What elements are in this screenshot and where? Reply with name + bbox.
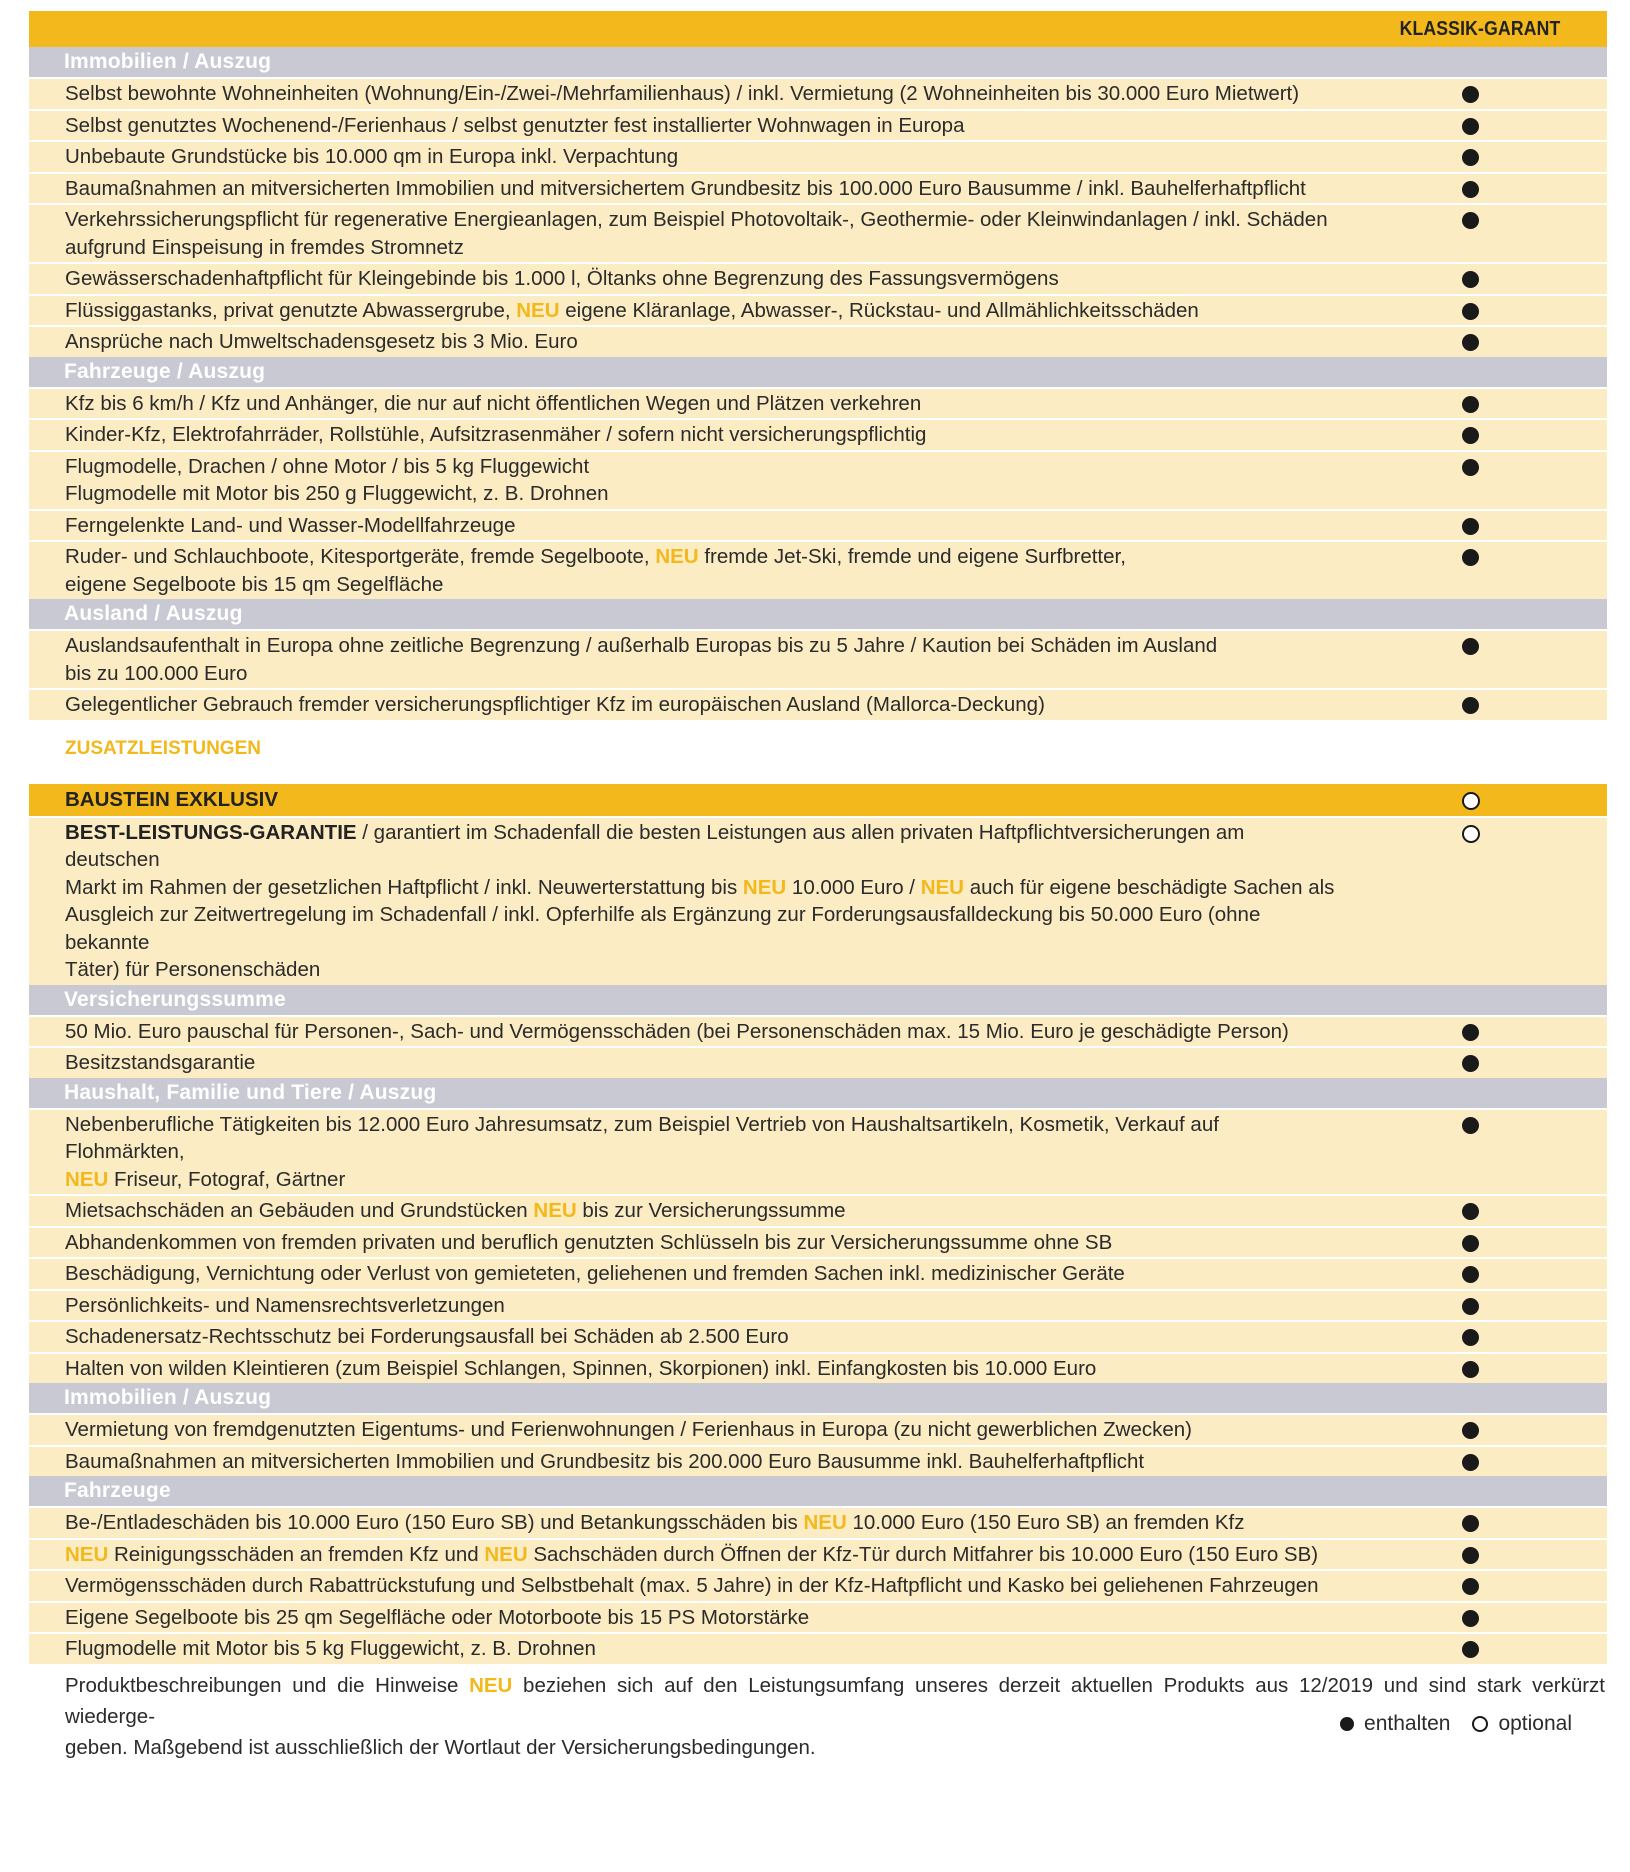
row-text xyxy=(29,205,1335,262)
row-text xyxy=(29,631,1335,688)
table-row xyxy=(29,509,1607,541)
spacer xyxy=(29,760,1607,784)
row-text xyxy=(29,1508,1335,1538)
row-segment: 50 Mio. Euro pauschal für Personen-, Sach- und Vermögensschäden (bei Personenschäden max. 15 Mio. Euro je geschädigte Person) xyxy=(65,1019,1289,1043)
table-row xyxy=(29,1538,1607,1570)
neu-badge: NEU xyxy=(920,875,964,899)
row-segment: 10.000 Euro (150 Euro SB) an fremden Kfz xyxy=(846,1511,1245,1534)
table-row xyxy=(29,1601,1607,1633)
row-segment: Ruder- und Schlauchboote, Kitesportgeräte, fremde Segelboote, xyxy=(65,545,656,568)
row-line xyxy=(65,480,1335,508)
neu-badge: NEU xyxy=(803,1511,847,1534)
row-segment: Selbst bewohnte Wohneinheiten (Wohnung/Ein-/Zwei-/Mehrfamilienhaus) / inkl. Vermietung (2 Wohneinheiten bis 30.000 Euro Mietwert) xyxy=(65,82,1300,105)
table-row xyxy=(29,387,1607,419)
row-line xyxy=(65,80,1335,108)
row-segment: Flugmodelle mit Motor bis 5 kg Fluggewicht, z. B. Drohnen xyxy=(65,1637,596,1660)
row-segment: Besitzstandsgarantie xyxy=(65,1051,256,1074)
row-segment: Ferngelenkte Land- und Wasser-Modellfahrzeuge xyxy=(65,513,516,537)
table-row xyxy=(29,140,1607,172)
row-text xyxy=(29,1447,1335,1477)
row-text xyxy=(29,264,1335,294)
included-dot-icon xyxy=(1462,1515,1479,1532)
table-row xyxy=(29,1632,1607,1664)
included-dot-icon xyxy=(1462,396,1479,413)
included-dot-icon xyxy=(1462,518,1479,535)
row-segment: auch für eigene beschädigte Sachen als xyxy=(964,875,1335,899)
row-text xyxy=(29,1354,1335,1384)
row-line xyxy=(65,819,1335,874)
row-text xyxy=(29,1259,1335,1289)
legend xyxy=(1340,1712,1572,1736)
row-line xyxy=(65,453,1335,481)
row-line xyxy=(65,874,1335,902)
row-text xyxy=(29,1571,1335,1601)
filled-dot-icon xyxy=(1340,1717,1354,1731)
table-row xyxy=(29,172,1607,204)
row-line xyxy=(65,297,1335,325)
row-text xyxy=(29,542,1335,599)
row-text xyxy=(29,818,1335,985)
row-segment: Auslandsaufenthalt in Europa ohne zeitliche Begrenzung / außerhalb Europas bis zu 5 Jahre / Kaution bei Schäden im Ausland xyxy=(65,634,1218,657)
table-row xyxy=(29,77,1607,109)
row-highlight: BEST-LEISTUNGS-GARANTIE xyxy=(65,820,357,844)
included-dot-icon xyxy=(1462,212,1479,229)
section-header: Haushalt, Familie und Tiere / Auszug xyxy=(29,1078,1607,1108)
row-line xyxy=(65,143,1335,171)
included-dot-icon xyxy=(1462,303,1479,320)
table-row xyxy=(29,1289,1607,1321)
row-segment: Friseur, Fotograf, Gärtner xyxy=(108,1167,346,1191)
row-line xyxy=(65,1260,1335,1288)
table-row xyxy=(29,816,1607,985)
row-segment: Be-/Entladeschäden bis 10.000 Euro (150 Euro SB) und Betankungsschäden bis xyxy=(65,1511,804,1534)
row-segment: Baumaßnahmen an mitversicherten Immobilien und Grundbesitz bis 200.000 Euro Bausumme inkl. Bauhelferhaftpflicht xyxy=(65,1449,1145,1473)
row-segment: Halten von wilden Kleintieren (zum Beispiel Schlangen, Spinnen, Skorpionen) inkl. Einfangkosten bis 10.000 Euro xyxy=(65,1356,1097,1380)
included-dot-icon xyxy=(1462,697,1479,714)
row-segment: 10.000 Euro / xyxy=(786,875,921,899)
row-line xyxy=(65,1416,1335,1444)
row-text xyxy=(29,1110,1335,1195)
row-text xyxy=(29,1196,1335,1226)
row-text xyxy=(29,1228,1335,1258)
row-line xyxy=(65,206,1335,234)
section-header: Immobilien / Auszug xyxy=(29,47,1607,77)
table-row xyxy=(29,1445,1607,1477)
table-row xyxy=(29,1506,1607,1538)
row-line xyxy=(65,543,1335,571)
row-line xyxy=(65,660,1335,688)
row-text xyxy=(29,1415,1335,1445)
included-dot-icon xyxy=(1462,1547,1479,1564)
table-row xyxy=(29,1257,1607,1289)
included-dot-icon xyxy=(1462,1055,1479,1072)
row-text xyxy=(29,1017,1335,1047)
included-dot-icon xyxy=(1462,1235,1479,1252)
row-line xyxy=(65,1111,1335,1166)
row-line xyxy=(65,901,1335,956)
neu-badge: NEU xyxy=(65,1542,109,1566)
row-line xyxy=(65,234,1335,262)
row-line xyxy=(65,1166,1335,1194)
row-segment: Abhandenkommen von fremden privaten und beruflich genutzten Schlüsseln bis zur Versicherungssumme ohne SB xyxy=(65,1230,1113,1254)
row-segment: bis zu 100.000 Euro xyxy=(65,661,248,685)
legend-included-label: enthalten xyxy=(1364,1711,1451,1735)
row-line xyxy=(65,1355,1335,1383)
included-dot-icon xyxy=(1462,427,1479,444)
included-dot-icon xyxy=(1462,1610,1479,1627)
included-dot-icon xyxy=(1462,1203,1479,1220)
row-text xyxy=(29,1540,1335,1570)
table-row xyxy=(29,325,1607,357)
footer xyxy=(29,1670,1607,1759)
table-row xyxy=(29,1226,1607,1258)
table-row xyxy=(29,450,1607,509)
table-row xyxy=(29,1015,1607,1047)
row-line xyxy=(65,1049,1335,1077)
included-dot-icon xyxy=(1462,459,1479,476)
row-segment: Verkehrssicherungspflicht für regenerative Energieanlagen, zum Beispiel Photovoltaik-, Geothermie- oder Kleinwindanlagen / inkl. Schäden xyxy=(65,208,1328,231)
row-segment: Vermietung von fremdgenutzten Eigentums- und Ferienwohnungen / Ferienhaus in Europa (zu nicht gewerblichen Zwecken) xyxy=(65,1418,1192,1441)
table-row xyxy=(29,1046,1607,1078)
footer-text-1a: Produktbeschreibungen und die Hinweise xyxy=(65,1673,470,1697)
row-segment: Schadenersatz-Rechtsschutz bei Forderungsausfall bei Schäden ab 2.500 Euro xyxy=(65,1325,789,1348)
section-header: Versicherungssumme xyxy=(29,985,1607,1015)
row-segment: eigene Kläranlage, Abwasser-, Rückstau- und Allmählichkeitsschäden xyxy=(559,298,1199,322)
included-dot-icon xyxy=(1462,181,1479,198)
row-line xyxy=(65,1604,1335,1632)
table-row xyxy=(29,109,1607,141)
row-text xyxy=(29,79,1335,109)
included-dot-icon xyxy=(1462,1641,1479,1658)
row-segment: Unbebaute Grundstücke bis 10.000 qm in Europa inkl. Verpachtung xyxy=(65,145,679,168)
row-line xyxy=(65,421,1335,449)
row-line xyxy=(65,632,1335,660)
row-text xyxy=(29,111,1335,141)
row-segment: aufgrund Einspeisung in fremdes Stromnetz xyxy=(65,235,464,259)
comparison-sheet xyxy=(29,11,1607,1759)
included-dot-icon xyxy=(1462,334,1479,351)
included-dot-icon xyxy=(1462,1578,1479,1595)
table-row xyxy=(29,1569,1607,1601)
baustein-bar xyxy=(29,784,1607,816)
row-text xyxy=(29,1048,1335,1078)
row-line xyxy=(65,175,1335,203)
row-text xyxy=(29,452,1335,509)
table-row xyxy=(29,1352,1607,1384)
zusatz-title: ZUSATZLEISTUNGEN xyxy=(65,737,261,759)
row-segment: Sachschäden durch Öffnen der Kfz-Tür durch Mitfahrer bis 10.000 Euro (150 Euro SB) xyxy=(527,1542,1319,1566)
row-line xyxy=(65,390,1335,418)
row-line xyxy=(65,265,1335,293)
row-segment: Markt im Rahmen der gesetzlichen Haftpflicht / inkl. Neuwerterstattung bis xyxy=(65,875,743,899)
row-text xyxy=(29,1322,1335,1352)
row-text xyxy=(29,511,1335,541)
included-dot-icon xyxy=(1462,149,1479,166)
baustein-title: BAUSTEIN EXKLUSIV xyxy=(65,787,278,811)
neu-badge: NEU xyxy=(742,875,787,899)
legend-optional-label: optional xyxy=(1498,1711,1572,1735)
row-text xyxy=(29,1634,1335,1664)
row-segment: fremde Jet-Ski, fremde und eigene Surfbretter, xyxy=(698,545,1126,568)
row-segment: Selbst genutztes Wochenend-/Ferienhaus / selbst genutzter fest installierter Wohnwagen in Europa xyxy=(65,113,965,137)
row-segment: / garantiert im Schadenfall die besten Leistungen aus allen privaten Haftpflichtversicherungen am deutschen xyxy=(65,820,1245,871)
row-segment: Reinigungsschäden an fremden Kfz und xyxy=(108,1542,485,1566)
table-row xyxy=(29,1413,1607,1445)
optional-ring-icon xyxy=(1462,825,1480,843)
included-dot-icon xyxy=(1462,549,1479,566)
row-line xyxy=(65,1509,1335,1537)
spacer xyxy=(29,720,1607,738)
section-header: Fahrzeuge xyxy=(29,1476,1607,1506)
included-dot-icon xyxy=(1462,1454,1479,1471)
row-line xyxy=(65,328,1335,356)
included-dot-icon xyxy=(1462,1266,1479,1283)
section-header: Immobilien / Auszug xyxy=(29,1383,1607,1413)
row-segment: Baumaßnahmen an mitversicherten Immobilien und mitversichertem Grundbesitz bis 100.000 Euro Bausumme / inkl. Bauhelferhaftpflicht xyxy=(65,176,1306,200)
footer-text-2: geben. Maßgebend ist ausschließlich der Wortlaut der Versicherungsbedingungen. xyxy=(65,1735,816,1759)
legend-optional xyxy=(1472,1712,1572,1736)
row-line xyxy=(65,1292,1335,1320)
neu-badge: NEU xyxy=(484,1542,528,1566)
row-text xyxy=(29,174,1335,204)
row-line xyxy=(65,1448,1335,1476)
row-line xyxy=(65,1197,1335,1225)
row-text xyxy=(29,1603,1335,1633)
row-line xyxy=(65,1572,1335,1600)
row-line xyxy=(65,571,1335,599)
row-line xyxy=(65,1229,1335,1257)
addon-table xyxy=(29,816,1607,1664)
neu-badge: NEU xyxy=(533,1199,577,1222)
included-dot-icon xyxy=(1462,1298,1479,1315)
row-line xyxy=(65,1018,1335,1046)
table-row xyxy=(29,418,1607,450)
row-segment: Ansprüche nach Umweltschadensgesetz bis 3 Mio. Euro xyxy=(65,330,578,353)
row-segment: bis zur Versicherungssumme xyxy=(576,1199,846,1222)
optional-ring-icon xyxy=(1462,792,1480,810)
row-segment: Nebenberufliche Tätigkeiten bis 12.000 Euro Jahresumsatz, zum Beispiel Vertrieb von Haushaltsartikeln, Kosmetik, Verkauf auf Flohmärkten, xyxy=(65,1112,1219,1163)
table-row xyxy=(29,203,1607,262)
included-dot-icon xyxy=(1462,638,1479,655)
row-text xyxy=(29,690,1335,720)
table-row xyxy=(29,1108,1607,1195)
neu-badge: NEU xyxy=(65,1167,109,1191)
included-dot-icon xyxy=(1462,1329,1479,1346)
table-row xyxy=(29,540,1607,599)
row-text xyxy=(29,1291,1335,1321)
row-segment: Eigene Segelboote bis 25 qm Segelfläche oder Motorboote bis 15 PS Motorstärke xyxy=(65,1605,810,1629)
table-row xyxy=(29,688,1607,720)
included-dot-icon xyxy=(1462,118,1479,135)
row-segment: Flüssiggastanks, privat genutzte Abwassergrube, xyxy=(65,298,517,322)
row-segment: Ausgleich zur Zeitwertregelung im Schadenfall / inkl. Opferhilfe als Ergänzung zur Forderungsausfalldeckung bis 50.000 Euro (ohne bekannte xyxy=(65,903,1261,954)
row-text xyxy=(29,296,1335,326)
row-segment: Flugmodelle mit Motor bis 250 g Fluggewicht, z. B. Drohnen xyxy=(65,482,609,505)
neu-badge: NEU xyxy=(516,298,560,322)
row-segment: Flugmodelle, Drachen / ohne Motor / bis 5 kg Fluggewicht xyxy=(65,454,590,478)
row-line xyxy=(65,1635,1335,1663)
row-segment: Täter) für Personenschäden xyxy=(65,958,321,981)
included-dot-icon xyxy=(1462,1422,1479,1439)
table-row xyxy=(29,262,1607,294)
row-line xyxy=(65,112,1335,140)
open-circle-icon xyxy=(1472,1716,1488,1732)
row-segment: Beschädigung, Vernichtung oder Verlust von gemieteten, geliehenen und fremden Sachen inkl. medizinischer Geräte xyxy=(65,1262,1125,1285)
table-row xyxy=(29,629,1607,688)
row-segment: Kfz bis 6 km/h / Kfz und Anhänger, die nur auf nicht öffentlichen Wegen und Plätzen verkehren xyxy=(65,391,922,415)
neu-badge: NEU xyxy=(469,1673,513,1697)
row-segment: Gewässerschadenhaftpflicht für Kleingebinde bis 1.000 l, Öltanks ohne Begrenzung des Fassungsvermögens xyxy=(65,267,1059,290)
row-segment: Mietsachschäden an Gebäuden und Grundstücken xyxy=(65,1199,534,1222)
row-text xyxy=(29,420,1335,450)
header-bar xyxy=(29,11,1607,47)
row-segment: Kinder-Kfz, Elektrofahrräder, Rollstühle, Aufsitzrasenmäher / sofern nicht versicherungspflichtig xyxy=(65,423,927,446)
column-title: KLASSIK-GARANT xyxy=(1399,17,1561,40)
table-row xyxy=(29,294,1607,326)
main-table xyxy=(29,47,1607,720)
row-line xyxy=(65,512,1335,540)
row-text xyxy=(29,389,1335,419)
section-header: Fahrzeuge / Auszug xyxy=(29,357,1607,387)
row-text xyxy=(29,327,1335,357)
included-dot-icon xyxy=(1462,271,1479,288)
row-segment: Vermögensschäden durch Rabattrückstufung und Selbstbehalt (max. 5 Jahre) in der Kfz-Haftpflicht und Kasko bei geliehenen Fahrzeugen xyxy=(65,1574,1319,1597)
section-header: Ausland / Auszug xyxy=(29,599,1607,629)
included-dot-icon xyxy=(1462,1361,1479,1378)
row-segment: Persönlichkeits- und Namensrechtsverletzungen xyxy=(65,1293,505,1317)
row-line xyxy=(65,956,1335,984)
included-dot-icon xyxy=(1462,1117,1479,1134)
row-segment: Gelegentlicher Gebrauch fremder versicherungspflichtiger Kfz im europäischen Ausland (Mallorca-Deckung) xyxy=(65,693,1045,716)
row-text xyxy=(29,142,1335,172)
row-line xyxy=(65,1323,1335,1351)
row-segment: eigene Segelboote bis 15 qm Segelfläche xyxy=(65,572,444,596)
table-row xyxy=(29,1320,1607,1352)
footer-text-1b: beziehen sich auf den Leistungsumfang unseres derzeit aktuellen Produkts aus 12/2019 und sind stark verkürzt wiederge- xyxy=(65,1673,1605,1728)
row-line xyxy=(65,691,1335,719)
legend-included xyxy=(1340,1712,1450,1736)
table-row xyxy=(29,1194,1607,1226)
neu-badge: NEU xyxy=(655,545,699,568)
row-line xyxy=(65,1541,1335,1569)
included-dot-icon xyxy=(1462,1024,1479,1041)
included-dot-icon xyxy=(1462,86,1479,103)
